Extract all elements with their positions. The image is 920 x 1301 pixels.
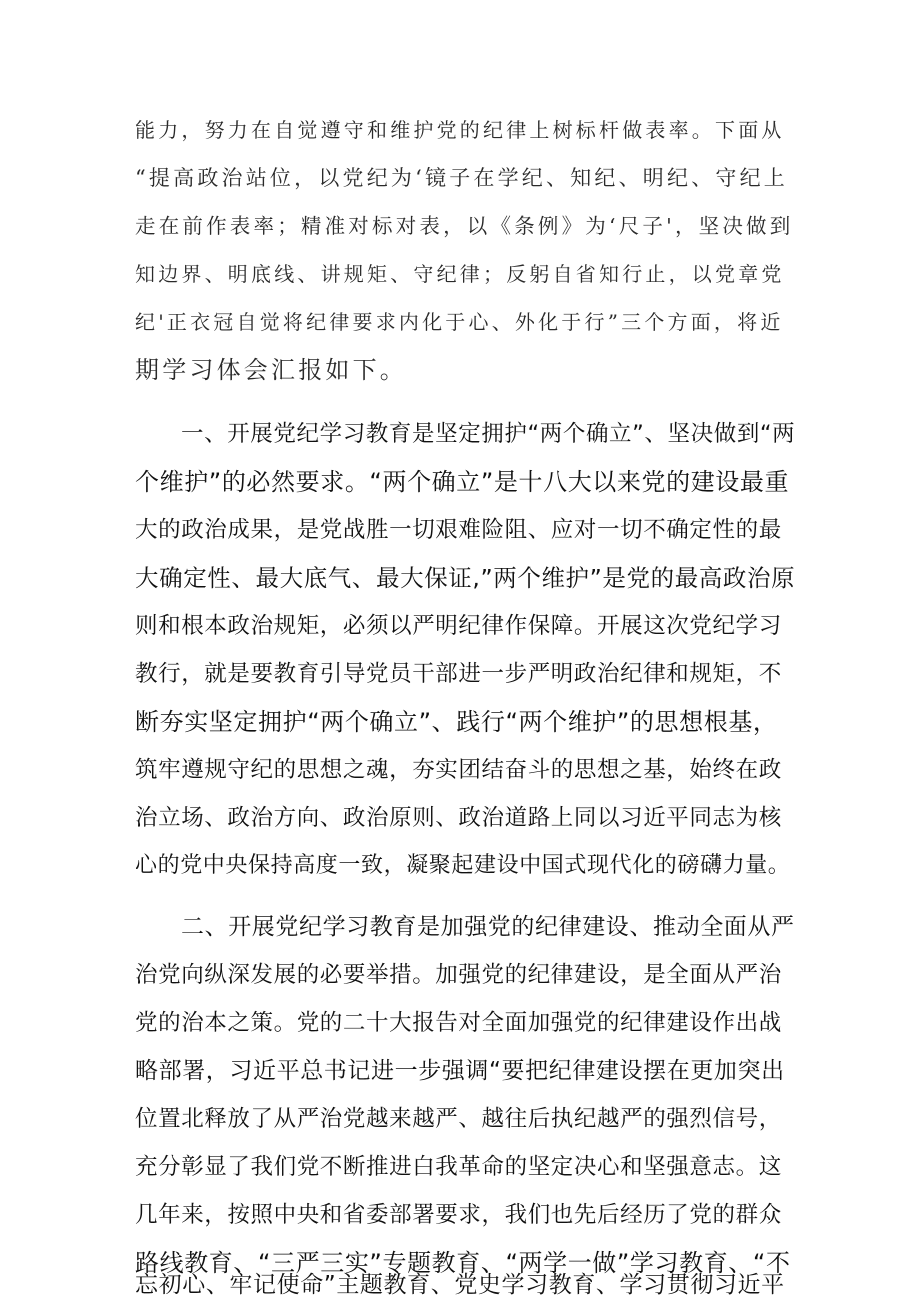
text-line: 能力，努力在自觉遵守和维护党的纪律上树标杆做表率。下面从 [135,118,785,142]
text-line: 筑牢遵规守纪的思想之魂，夯实团结奋斗的思想之基，始终在政 [135,757,782,783]
text-line: 大的政治成果，是党战胜一切艰难险阻、应对一切不确定性的最 [135,517,782,543]
text-line: 治立场、政治方向、政治原则、政治道路上同以习近平同志为核 [135,805,782,831]
text-line: 个维护”的必然要求。“两个确立”是十八大以来党的建设最重 [135,468,790,496]
text-line: 党的治本之策。党的二十大报告对全面加强党的纪律建设作出战 [135,1010,782,1036]
text-line: 充分彰显了我们党不断推进白我革命的坚定决心和坚强意志。这 [135,1154,782,1180]
text-line: 纪'正衣冠自觉将纪律要求内化于心、外化于行”三个方面，将近 [135,310,784,334]
text-line: 大确定性、最大底气、最大保证,”两个维护”是党的最高政治原 [135,564,796,592]
text-line: 路线教育、“三严三实”专题教育、“两学一做”学习教育、“不 [135,1249,791,1277]
text-line: 则和根本政治规矩，必须以严明纪律作保障。开展这次党纪学习 [135,613,782,639]
text-line: 略部署，习近平总书记进一步强调“要把纪律建设摆在更加突出 [135,1058,785,1084]
text-line: 断夯实坚定拥护“两个确立”、践行“两个维护”的思想根基， [135,708,778,736]
text-line: 教行，就是要教育引导党员干部进一步严明政治纪律和规矩，不 [135,661,782,687]
text-line: 知边界、明底线、讲规矩、守纪律；反躬自省知行止，以党章党 [135,262,785,286]
text-line: 期学习体会汇报如下。 [135,356,407,384]
text-line: “提高政治站位，以党纪为‘镜子在学纪、知纪、明纪、守纪上 [135,166,789,190]
text-line: 走在前作表率；精准对标对表，以《条例》为‘尺子'，坚决做到 [135,214,794,238]
text-line: 一、开展党纪学习教育是坚定拥护“两个确立”、坚决做到“两 [181,421,796,447]
text-line: 位置北释放了从严治党越来越严、越往后执纪越严的强烈信号， [135,1106,782,1132]
text-line: 心的党中央保持高度一致，凝聚起建设中国式现代化的磅礴力量。 [135,853,791,878]
text-line: 治党向纵深发展的必要举措。加强党的纪律建设，是全面从严治 [135,962,782,988]
text-line: 几年来，按照中央和省委部署要求，我们也先后经历了党的群众 [135,1202,782,1228]
text-line: 二、开展党纪学习教育是加强党的纪律建设、推动全面从严 [181,914,795,940]
text-line: 忘初心、牢记使命”主题教育、党史学习教育、学习贯彻习近平 [135,1272,785,1298]
